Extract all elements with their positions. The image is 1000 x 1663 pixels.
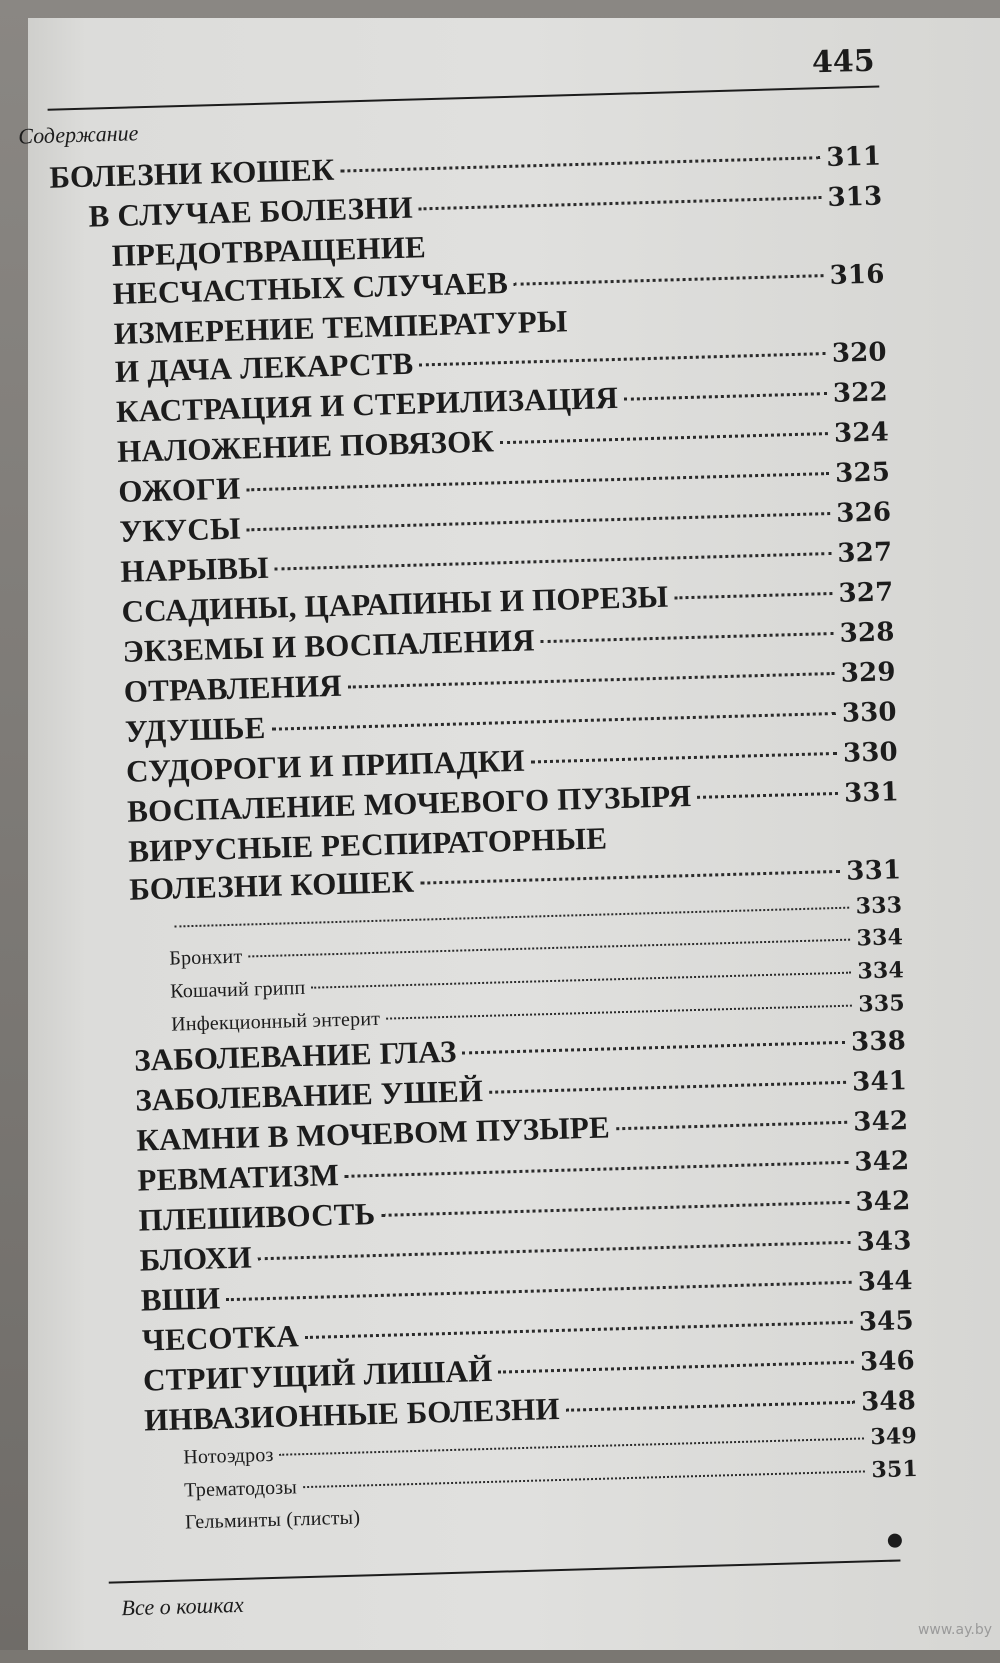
toc-entry-title: ПЛЕШИВОСТЬ	[138, 1195, 376, 1240]
toc-entry-title: ЭКЗЕМЫ И ВОСПАЛЕНИЯ	[122, 621, 535, 670]
toc-entry-page: 329	[840, 653, 896, 693]
book-page	[28, 18, 1000, 1650]
table-of-contents	[49, 135, 919, 1541]
toc-entry-title: Инфекционный энтерит	[171, 1003, 381, 1041]
toc-entry-title: УДУШЬЕ	[124, 709, 266, 751]
toc-entry-title: НАРЫВЫ	[120, 549, 269, 591]
dot-leader	[247, 512, 831, 531]
dot-leader	[514, 274, 824, 286]
toc-entry-page: 320	[831, 333, 887, 373]
toc-entry-title: И ДАЧА ЛЕКАРСТВ	[114, 345, 413, 391]
toc-entry-page: 351	[871, 1453, 918, 1486]
dot-leader	[348, 672, 835, 689]
dot-leader	[463, 1041, 846, 1055]
dot-leader	[246, 472, 829, 491]
dot-leader	[381, 1201, 849, 1217]
toc-entry-title: Бронхит	[169, 941, 243, 975]
toc-entry-title: БОЛЕЗНИ КОШЕК	[49, 151, 335, 197]
toc-entry-title: Гельминты (глисты)	[185, 1502, 361, 1539]
dot-leader	[386, 1005, 852, 1020]
dot-leader	[311, 972, 851, 989]
toc-entry-title: ССАДИНЫ, ЦАРАПИНЫ И ПОРЕЗЫ	[121, 578, 669, 631]
dot-leader	[280, 1437, 865, 1455]
toc-entry-title: Нотоэдроз	[183, 1439, 274, 1474]
watermark: www.ay.by	[918, 1622, 992, 1638]
dot-leader	[489, 1081, 846, 1094]
toc-entry-title: Кошачий грипп	[170, 972, 306, 1008]
toc-entry-page: 330	[842, 733, 898, 773]
toc-entry-page: 343	[856, 1222, 912, 1262]
toc-entry-page: 342	[853, 1102, 909, 1142]
toc-entry-page: 338	[851, 1022, 907, 1062]
dot-leader	[574, 316, 880, 325]
dot-leader	[419, 196, 822, 210]
running-head: Содержание	[18, 120, 139, 149]
toc-entry-title: ЧЕСОТКА	[141, 1317, 299, 1359]
dot-leader	[419, 352, 826, 366]
toc-entry-title: РЕВМАТИЗМ	[137, 1156, 339, 1200]
toc-entry-page: 326	[836, 493, 892, 533]
dot-leader	[616, 1121, 847, 1130]
dot-leader	[345, 1161, 849, 1178]
toc-entry-page: 346	[859, 1342, 915, 1382]
toc-entry-page: 313	[827, 177, 883, 217]
toc-entry-page: 328	[839, 613, 895, 653]
toc-entry-title: БЛОХИ	[139, 1238, 252, 1279]
dot-leader	[498, 1361, 854, 1374]
toc-entry-page: 327	[837, 533, 893, 573]
dot-leader	[366, 1503, 913, 1518]
toc-entry-page: 333	[855, 889, 902, 922]
toc-entry-title: НЕСЧАСТНЫХ СЛУЧАЕВ	[112, 264, 508, 313]
toc-entry-page: 325	[835, 453, 891, 493]
toc-entry-title: КАСТРАЦИЯ И СТЕРИЛИЗАЦИЯ	[116, 379, 619, 431]
dot-leader	[271, 712, 835, 731]
toc-entry-title: УКУСЫ	[119, 510, 241, 551]
dot-leader	[531, 752, 837, 764]
toc-entry-page: 342	[855, 1182, 911, 1222]
toc-entry-page: 322	[832, 373, 888, 413]
toc-entry-page: 345	[858, 1302, 914, 1342]
toc-entry-title: КАМНИ В МОЧЕВОМ ПУЗЫРЕ	[136, 1108, 611, 1159]
toc-entry-title: ЗАБОЛЕВАНИЕ УШЕЙ	[135, 1072, 484, 1120]
bullet-mark	[888, 1533, 902, 1547]
toc-entry-page: 311	[826, 137, 882, 177]
toc-entry-title: ИНВАЗИОННЫЕ БОЛЕЗНИ	[144, 1390, 561, 1440]
toc-entry-page: 331	[844, 773, 900, 813]
toc-entry-page: 341	[852, 1062, 908, 1102]
toc-entry-page: 334	[857, 954, 904, 987]
toc-entry-title: ВОСПАЛЕНИЕ МОЧЕВОГО ПУЗЫРЯ	[127, 777, 692, 831]
toc-entry-page: 331	[846, 851, 902, 891]
toc-entry-title: ВИРУСНЫЕ РЕСПИРАТОРНЫЕ	[128, 819, 608, 870]
page-number: 445	[811, 44, 875, 81]
running-foot: Все о кошках	[121, 1592, 244, 1621]
toc-entry-title: ОЖОГИ	[118, 470, 241, 511]
dot-leader	[340, 156, 820, 172]
toc-entry-page: 327	[838, 573, 894, 613]
toc-entry-title: БОЛЕЗНИ КОШЕК	[129, 863, 415, 909]
dot-leader	[674, 592, 832, 599]
footer-rule	[109, 1559, 901, 1583]
dot-leader	[566, 1401, 855, 1412]
toc-entry-page: 334	[856, 921, 903, 954]
dot-leader	[500, 432, 828, 444]
toc-entry-title: СТРИГУЩИЙ ЛИШАЙ	[143, 1352, 493, 1400]
toc-entry-page: 348	[861, 1382, 917, 1422]
dot-leader	[174, 907, 849, 928]
toc-entry-page: 335	[858, 987, 905, 1020]
dot-leader	[275, 552, 832, 571]
toc-entry-title: В СЛУЧАЕ БОЛЕЗНИ	[88, 189, 413, 236]
dot-leader	[226, 1281, 852, 1301]
dot-leader	[248, 939, 850, 958]
toc-entry-page: 344	[857, 1262, 913, 1302]
toc-entry-title: ПРЕДОТВРАЩЕНИЕ	[111, 228, 426, 275]
toc-entry-title: Трематодозы	[184, 1471, 298, 1506]
toc-entry-page: 342	[854, 1142, 910, 1182]
toc-entry-page: 349	[870, 1420, 917, 1453]
dot-leader	[258, 1241, 851, 1261]
dot-leader	[420, 870, 840, 885]
header-rule	[48, 86, 880, 111]
dot-leader	[432, 238, 878, 250]
toc-entry-page: 316	[829, 255, 885, 295]
dot-leader	[305, 1321, 853, 1339]
toc-entry-title: НАЛОЖЕНИЕ ПОВЯЗОК	[117, 422, 495, 471]
toc-entry-title: ИЗМЕРЕНИЕ ТЕМПЕРАТУРЫ	[113, 302, 568, 353]
toc-entry-title: СУДОРОГИ И ПРИПАДКИ	[126, 742, 526, 791]
toc-entry-title: ОТРАВЛЕНИЯ	[123, 667, 342, 711]
dot-leader	[541, 632, 834, 643]
toc-entry-page: 324	[834, 413, 890, 453]
dot-leader	[697, 792, 838, 799]
toc-entry-title: ВШИ	[140, 1279, 220, 1319]
dot-leader	[303, 1470, 865, 1488]
dot-leader	[613, 833, 894, 841]
dot-leader	[624, 392, 827, 401]
toc-entry-title: ЗАБОЛЕВАНИЕ ГЛАЗ	[134, 1033, 457, 1080]
page-content	[5, 5, 1000, 1663]
toc-entry-page: 330	[841, 693, 897, 733]
